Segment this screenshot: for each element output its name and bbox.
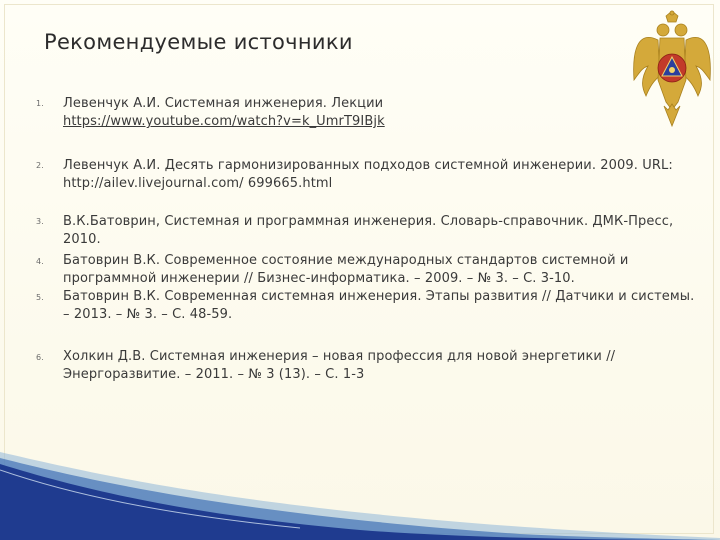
- item-line: Левенчук А.И. Системная инженерия. Лекции: [63, 96, 384, 111]
- slide-title: Рекомендуемые источники: [44, 30, 353, 54]
- decorative-wave: [0, 450, 720, 540]
- item-text: [63, 157, 703, 193]
- item-text: [63, 252, 703, 288]
- item-line: программной инженерии // Бизнес-информатика. – 2009. – № 3. – С. 3-10.: [63, 271, 575, 286]
- item-line: Батоврин В.К. Современная системная инженерия. Этапы развития // Датчики и системы.: [63, 289, 695, 304]
- item-line: Холкин Д.В. Системная инженерия – новая профессия для новой энергетики //: [63, 349, 616, 364]
- item-number: 2.: [36, 161, 44, 170]
- item-number: 5.: [36, 293, 44, 302]
- item-number: 1.: [36, 99, 44, 108]
- item-line: http://ailev.livejournal.com/ 699665.html: [63, 176, 333, 191]
- item-line: 2010.: [63, 232, 101, 247]
- item-number: 4.: [36, 257, 44, 266]
- item-number: 3.: [36, 217, 44, 226]
- item-text: [63, 95, 703, 131]
- item-line: Энергоразвитие. – 2011. – № 3 (13). – С. 1-3: [63, 367, 365, 382]
- item-line: Батоврин В.К. Современное состояние международных стандартов системной и: [63, 253, 629, 268]
- item-text: [63, 348, 703, 384]
- item-line: – 2013. – № 3. – С. 48-59.: [63, 307, 233, 322]
- source-link[interactable]: https://www.youtube.com/watch?v=k_UmrT9IBjk: [63, 114, 385, 129]
- item-text: [63, 288, 703, 324]
- item-line: Левенчук А.И. Десять гармонизированных подходов системной инженерии. 2009. URL:: [63, 158, 673, 173]
- item-number: 6.: [36, 353, 44, 362]
- item-text: [63, 213, 703, 249]
- item-line: В.К.Батоврин, Системная и программная инженерия. Словарь-справочник. ДМК-Пресс,: [63, 214, 674, 229]
